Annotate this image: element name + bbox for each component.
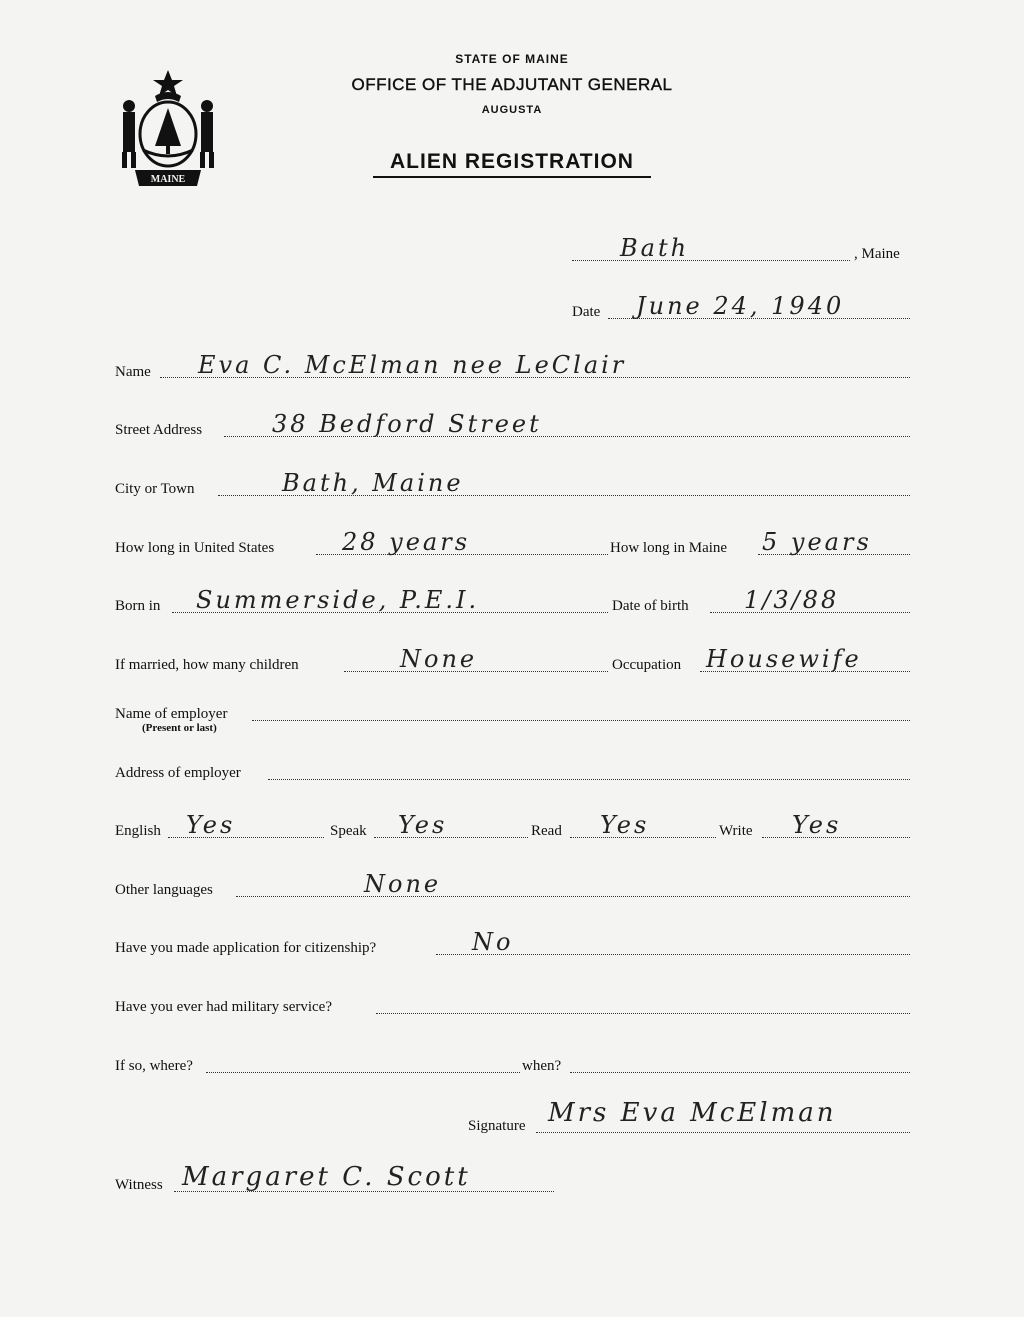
date-label: Date (572, 304, 601, 320)
street-address-label: Street Address (115, 422, 203, 438)
speak-value[interactable]: Yes (398, 811, 448, 839)
english-label: English (115, 823, 161, 839)
employer-name-label: Name of employer (115, 706, 228, 722)
other-languages-line (236, 896, 910, 897)
city-value[interactable]: Bath, Maine (282, 469, 464, 497)
employer-address-line[interactable] (268, 779, 910, 780)
form-title: ALIEN REGISTRATION (390, 150, 634, 173)
english-value[interactable]: Yes (186, 811, 236, 839)
date-of-birth-value[interactable]: 1/3/88 (744, 586, 840, 614)
how-long-us-label: How long in United States (115, 540, 275, 556)
seal-text: MAINE (150, 174, 186, 185)
how-long-us-value[interactable]: 28 years (342, 528, 471, 556)
signature-value[interactable]: Mrs Eva McElman (548, 1098, 837, 1128)
children-value[interactable]: None (400, 645, 478, 673)
military-line[interactable] (376, 1013, 910, 1014)
how-long-maine-value[interactable]: 5 years (762, 528, 872, 556)
citizenship-value[interactable]: No (472, 928, 514, 956)
place-suffix-label: , Maine (854, 246, 900, 262)
place-value[interactable]: Bath (620, 234, 690, 262)
date-value[interactable]: June 24, 1940 (636, 292, 845, 320)
witness-value[interactable]: Margaret C. Scott (182, 1162, 471, 1192)
signature-label: Signature (468, 1118, 526, 1134)
born-in-value[interactable]: Summerside, P.E.I. (196, 586, 480, 614)
read-label: Read (531, 823, 562, 839)
citizenship-label: Have you made application for citizenship? (115, 940, 377, 956)
employer-address-label: Address of employer (115, 765, 241, 781)
children-label: If married, how many children (115, 657, 299, 673)
write-value[interactable]: Yes (792, 811, 842, 839)
city-label: City or Town (115, 481, 195, 497)
title-underline (373, 176, 651, 178)
military-label: Have you ever had military service? (115, 999, 332, 1015)
occupation-value[interactable]: Housewife (706, 645, 862, 673)
signature-line (536, 1132, 910, 1133)
place-line (572, 260, 850, 261)
employer-name-line[interactable] (252, 720, 910, 721)
date-of-birth-label: Date of birth (612, 598, 689, 614)
office-heading: OFFICE OF THE ADJUTANT GENERAL (351, 75, 673, 94)
other-languages-value[interactable]: None (364, 870, 442, 898)
where-line[interactable] (206, 1072, 520, 1073)
name-value[interactable]: Eva C. McElman nee LeClair (198, 351, 627, 379)
street-address-value[interactable]: 38 Bedford Street (272, 410, 542, 438)
state-heading: STATE OF MAINE (455, 52, 569, 66)
write-label: Write (719, 823, 753, 839)
speak-label: Speak (330, 823, 367, 839)
employer-note: (Present or last) (142, 722, 217, 734)
how-long-maine-label: How long in Maine (610, 540, 728, 556)
when-label: when? (522, 1058, 562, 1074)
other-languages-label: Other languages (115, 882, 213, 898)
when-line[interactable] (570, 1072, 910, 1073)
city-heading: AUGUSTA (481, 104, 543, 116)
occupation-label: Occupation (612, 657, 682, 673)
born-in-label: Born in (115, 598, 161, 614)
read-value[interactable]: Yes (600, 811, 650, 839)
name-label: Name (115, 364, 151, 380)
witness-label: Witness (115, 1177, 163, 1193)
if-so-where-label: If so, where? (115, 1058, 193, 1074)
